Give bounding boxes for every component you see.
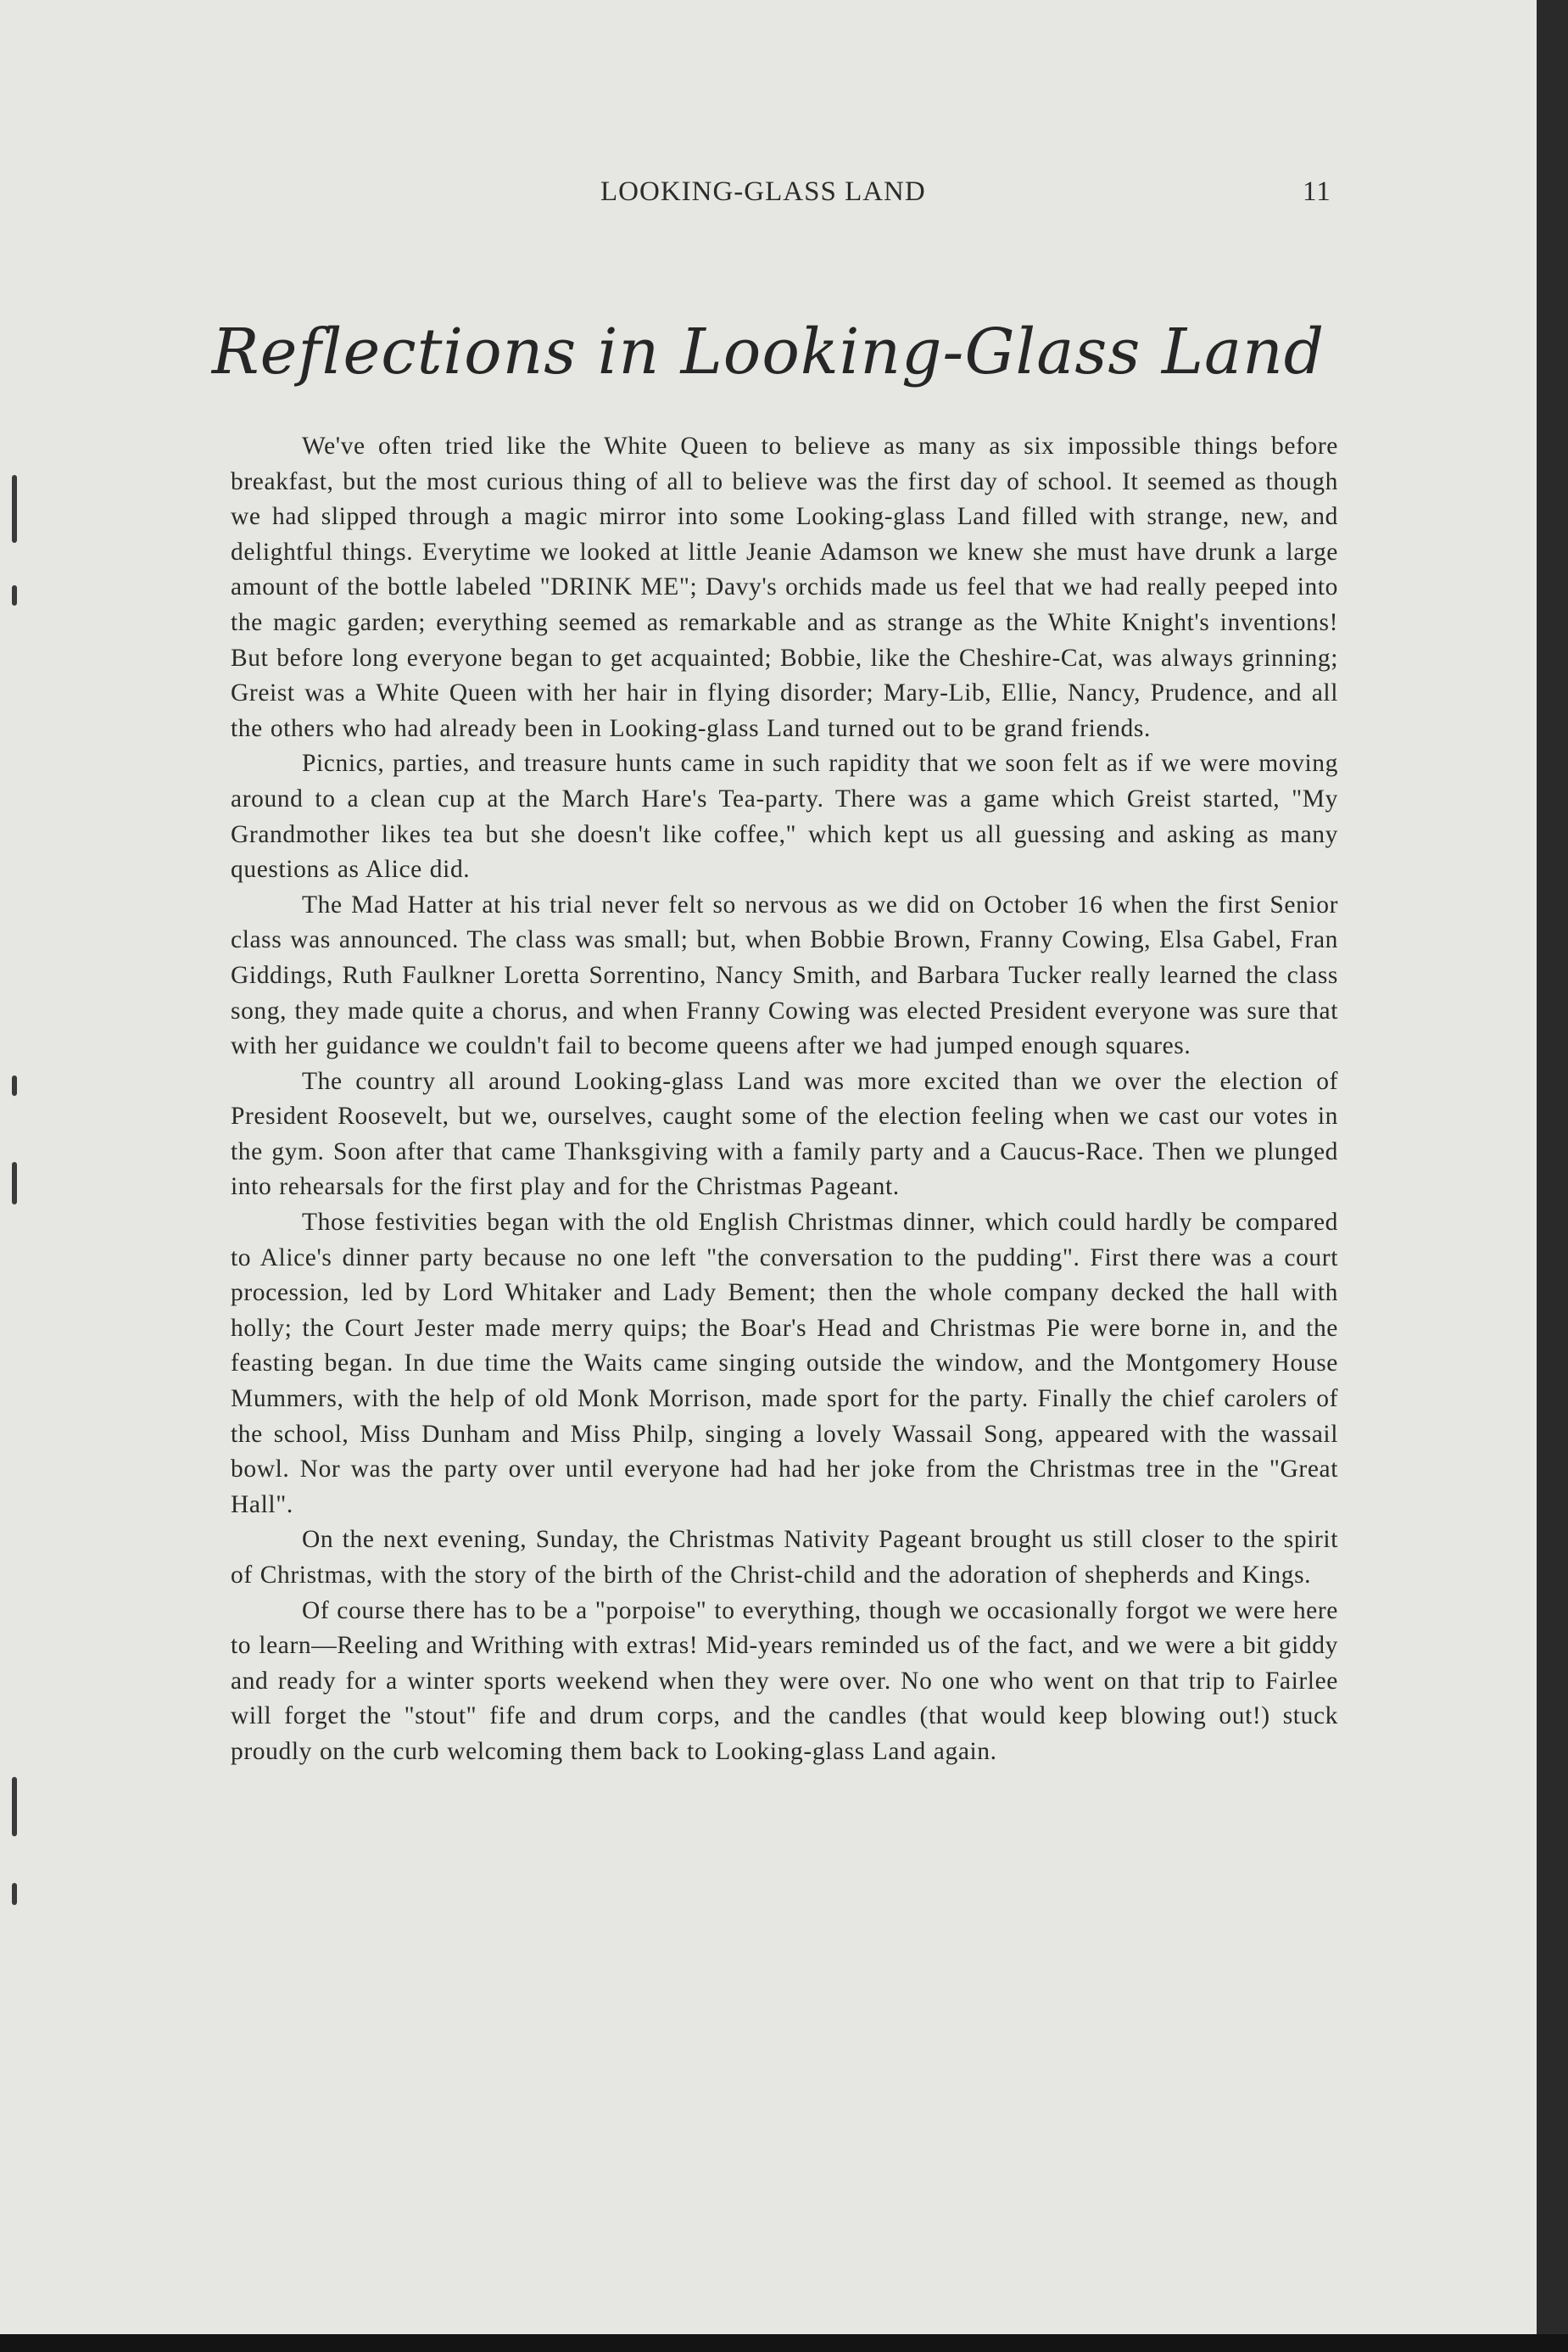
running-head-title: LOOKING-GLASS LAND	[600, 176, 926, 207]
binding-mark	[12, 1075, 17, 1096]
page-number: 11	[1303, 176, 1331, 207]
binding-mark	[12, 1162, 17, 1204]
binding-mark	[12, 585, 17, 606]
paragraph: The Mad Hatter at his trial never felt so nervous as we did on October 16 when the first Senior class was announced. The class was small; but, when Bobbie Brown, Franny Cowing, Elsa Gabel, Fran Giddings, Ruth Faulkner Loretta Sorrentino, Nancy Smith, and Barbara Tucker really learned the class song, they made quite a chorus, and when Franny Cowing was elected President everyone was sure that with her guidance we couldn't fail to become queens after we had jumped enough squares.	[231, 891, 1338, 1060]
page-bottom-shadow	[0, 2334, 1568, 2352]
binding-mark	[12, 1883, 17, 1905]
running-head	[0, 176, 1537, 210]
binding-mark	[12, 1777, 17, 1836]
article-body	[231, 429, 1338, 1770]
paragraph: Those festivities began with the old English Christmas dinner, which could hardly be compared to Alice's dinner party because no one left "the conversation to the pudding". First there was a court procession, led by Lord Whitaker and Lady Bement; then the whole company decked the hall with holly; the Court Jester made merry quips; the Boar's Head and Christmas Pie were borne in, and the feasting began. In due time the Waits came singing outside the window, and the Montgomery House Mummers, with the help of old Monk Morrison, made sport for the party. Finally the chief carolers of the school, Miss Dunham and Miss Philp, singing a lovely Wassail Song, appeared with the wassail bowl. Nor was the party over until everyone had had her joke from the Christmas tree in the "Great Hall".	[231, 1209, 1338, 1518]
paragraph: We've often tried like the White Queen to believe as many as six impossible things before breakfast, but the most curious thing of all to believe was the first day of school. It seemed as though we had slipped through a magic mirror into some Looking-glass Land filled with strange, new, and delightful things. Everytime we looked at little Jeanie Adamson we knew she must have drunk a large amount of the bottle labeled "DRINK ME"; Davy's orchids made us feel that we had really peeped into the magic garden; everything seemed as remarkable and as strange as the White Knight's inventions! But before long everyone began to get acquainted; Bobbie, like the Cheshire-Cat, was always grinning; Greist was a White Queen with her hair in flying disorder; Mary-Lib, Ellie, Nancy, Prudence, and all the others who had already been in Looking-glass Land turned out to be grand friends.	[231, 433, 1338, 742]
paragraph: On the next evening, Sunday, the Christmas Nativity Pageant brought us still closer to the spirit of Christmas, with the story of the birth of the Christ-child and the adoration of shepherds and Kings.	[231, 1526, 1338, 1589]
paragraph: Picnics, parties, and treasure hunts came in such rapidity that we soon felt as if we were moving around to a clean cup at the March Hare's Tea-party. There was a game which Greist started, "My Grandmother likes tea but she doesn't like coffee," which kept us all guessing and asking as many questions as Alice did.	[231, 750, 1338, 884]
paragraph: Of course there has to be a "porpoise" to everything, though we occasionally forgot we were here to learn—Reeling and Writhing with extras! Mid-years reminded us of the fact, and we were a bit giddy and ready for a winter sports weekend when they were over. No one who went on that trip to Fairlee will forget the "stout" fife and drum corps, and the candles (that would keep blowing out!) stuck proudly on the curb welcoming them back to Looking-glass Land again.	[231, 1596, 1338, 1765]
binding-mark	[12, 475, 17, 543]
paragraph: The country all around Looking-glass Land was more excited than we over the election of President Roosevelt, but we, ourselves, caught some of the election feeling when we cast our votes in the gym. Soon after that came Thanksgiving with a family party and a Caucus-Race. Then we plunged into rehearsals for the first play and for the Christmas Pageant.	[231, 1067, 1338, 1201]
page-edge-shadow	[1537, 0, 1568, 2352]
article-title: Reflections in Looking-Glass Land	[211, 316, 1325, 388]
